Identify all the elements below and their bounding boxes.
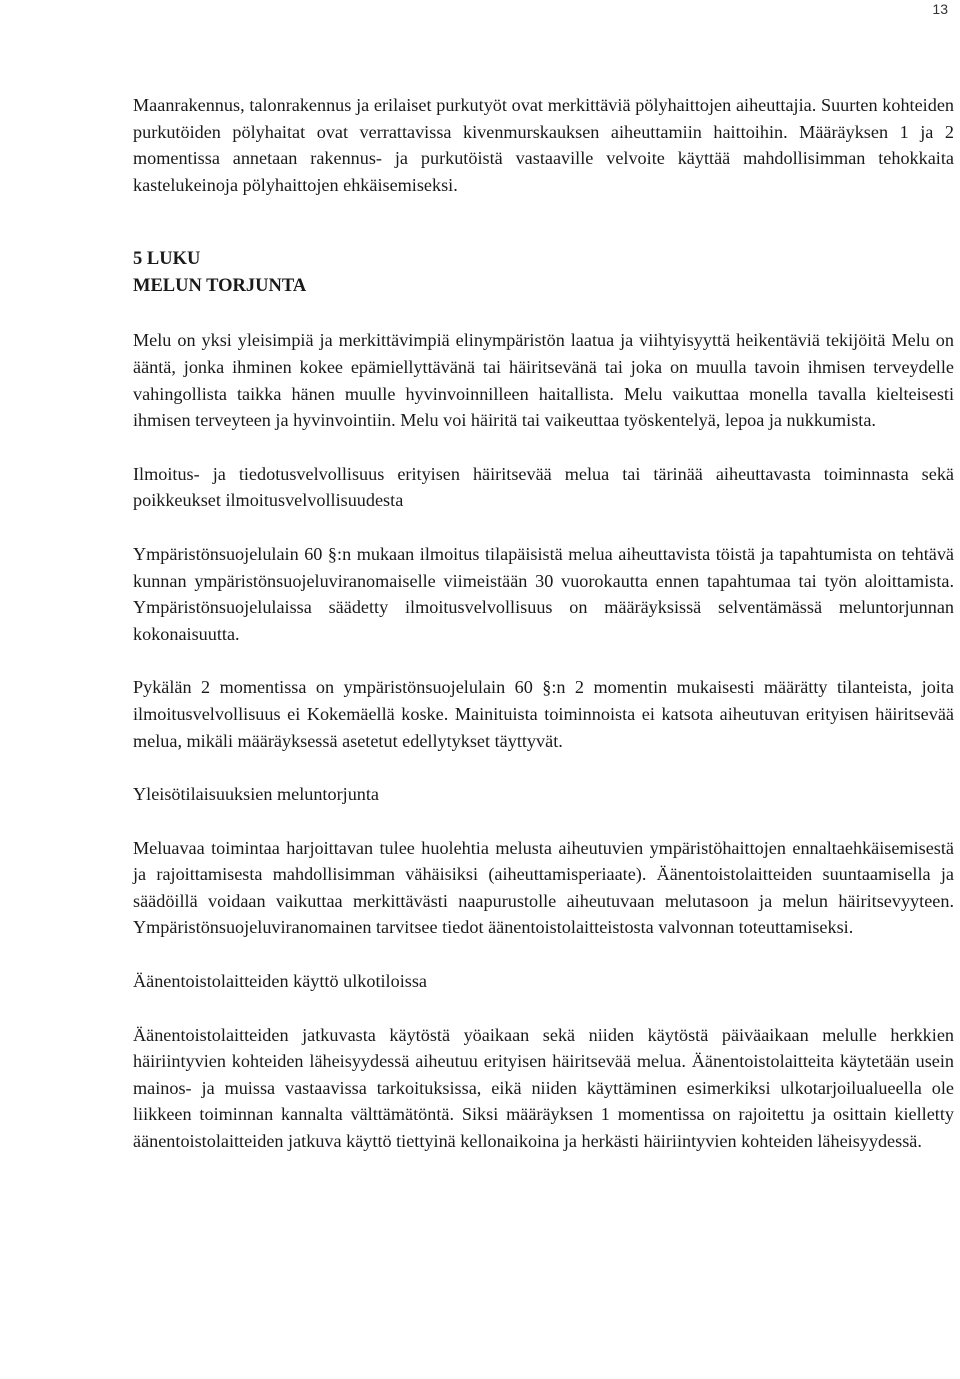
spacer — [133, 808, 954, 835]
notification-paragraph-1: Ympäristönsuojelulain 60 §:n mukaan ilmoitus tilapäisistä melua aiheuttavista töistä ja tapahtumista on tehtävä kunnan ympäristönsuojeluviranomaiselle viimeistään 30 vuorokautta ennen tapahtumaa tai työn aloittamista. Ympäristönsuojelulaissa säädetty ilmoitusvelvollisuus on määräyksissä selventämässä meluntorjunnan kokonaisuutta. — [133, 543, 954, 644]
spacer — [133, 198, 954, 246]
notification-paragraph-2: Pykälän 2 momentissa on ympäristönsuojelulain 60 §:n 2 momentin mukaisesti määrätty tilanteista, joita ilmoitusvelvollisuus ei Kokemäellä koske. Mainituista toiminnoista ei katsota aiheutuvan erityisen häiritsevää melua, mikäli määräyksessä asetetut edellytykset täyttyvät. — [133, 677, 954, 751]
sound-systems-heading: Äänentoistolaitteiden käyttö ulkotiloissa — [133, 971, 427, 992]
document-body — [133, 92, 954, 1155]
sound-systems-paragraph: Äänentoistolaitteiden jatkuvasta käytöstä yöaikaan sekä niiden käytöstä päiväaikaan melulle herkkien häiriintyvien kohteiden läheisyydessä aiheutuu erityisen häiritsevää melua. Äänentoistolaitteita käytetään usein mainos- ja muissa vastaavissa tarkoituksissa, eikä niiden käyttäminen esimerkiksi ulkotarjoilualueella ole liikkeen toiminnan kannalta välttämätöntä. Siksi määräyksen 1 momentissa on rajoitettu ja osittain kielletty äänentoistolaitteiden jatkuva käyttö tiettyinä kellonaikoina ja herkästi häiriintyvien kohteiden läheisyydessä. — [133, 1024, 954, 1152]
spacer — [133, 941, 954, 968]
spacer — [133, 514, 954, 541]
noise-intro-paragraph: Melu on yksi yleisimpiä ja merkittävimpiä elinympäristön laatua ja viihtyisyyttä heikentäviä tekijöitä Melu on ääntä, jonka ihminen kokee epämiellyttävänä tai häiritsevänä tai joka on muulla tavoin ihmisen terveydelle vahingollista taikka hänen muulle hyvinvoinnilleen haitallista. Melu vaikuttaa monella tavalla kielteisesti ihmisen terveyteen ja hyvinvointiin. Melu voi häiritä tai vaikeuttaa työskentelyä, lepoa ja nukkumista. — [133, 330, 954, 431]
notification-duty-heading: Ilmoitus- ja tiedotusvelvollisuus erityisen häiritsevää melua tai tärinää aiheuttavasta toiminnasta sekä poikkeukset ilmoitusvelvollisuudesta — [133, 463, 954, 511]
public-events-heading: Yleisötilaisuuksien meluntorjunta — [133, 784, 380, 805]
spacer — [133, 434, 954, 461]
chapter-number: 5 LUKU — [133, 249, 201, 270]
spacer — [133, 647, 954, 674]
page-number: 13 — [932, 1, 948, 17]
public-events-paragraph: Meluavaa toimintaa harjoittavan tulee huolehtia melusta aiheutuvien ympäristöhaittojen ennaltaehkäisemisestä ja rajoittamisesta mahdollisimman vähäisiksi (aiheuttamisperiaate). Äänentoistolaitteiden suuntaamisella ja säädöillä voidaan vaikuttaa merkittävästi naapurustolle aiheutuvaan melutasoon ja melun häiritsevyyteen. Ympäristönsuojeluviranomainen tarvitsee tiedot äänentoistolaitteistosta valvonnan toteuttamiseksi. — [133, 837, 954, 938]
spacer — [133, 300, 954, 327]
intro-paragraph: Maanrakennus, talonrakennus ja erilaiset purkutyöt ovat merkittäviä pölyhaittojen aiheuttajia. Suurten kohteiden purkutöiden pölyhaitat ovat verrattavissa kivenmurskauksen aiheuttamiin haittoihin. Määräyksen 1 ja 2 momentissa annetaan rakennus- ja purkutöistä vastaaville velvoite käyttää mahdollisimman tehokkaita kastelukeinoja pölyhaittojen ehkäisemiseksi. — [133, 95, 954, 195]
spacer — [133, 995, 954, 1022]
chapter-title: MELUN TORJUNTA — [133, 276, 307, 297]
spacer — [133, 754, 954, 781]
